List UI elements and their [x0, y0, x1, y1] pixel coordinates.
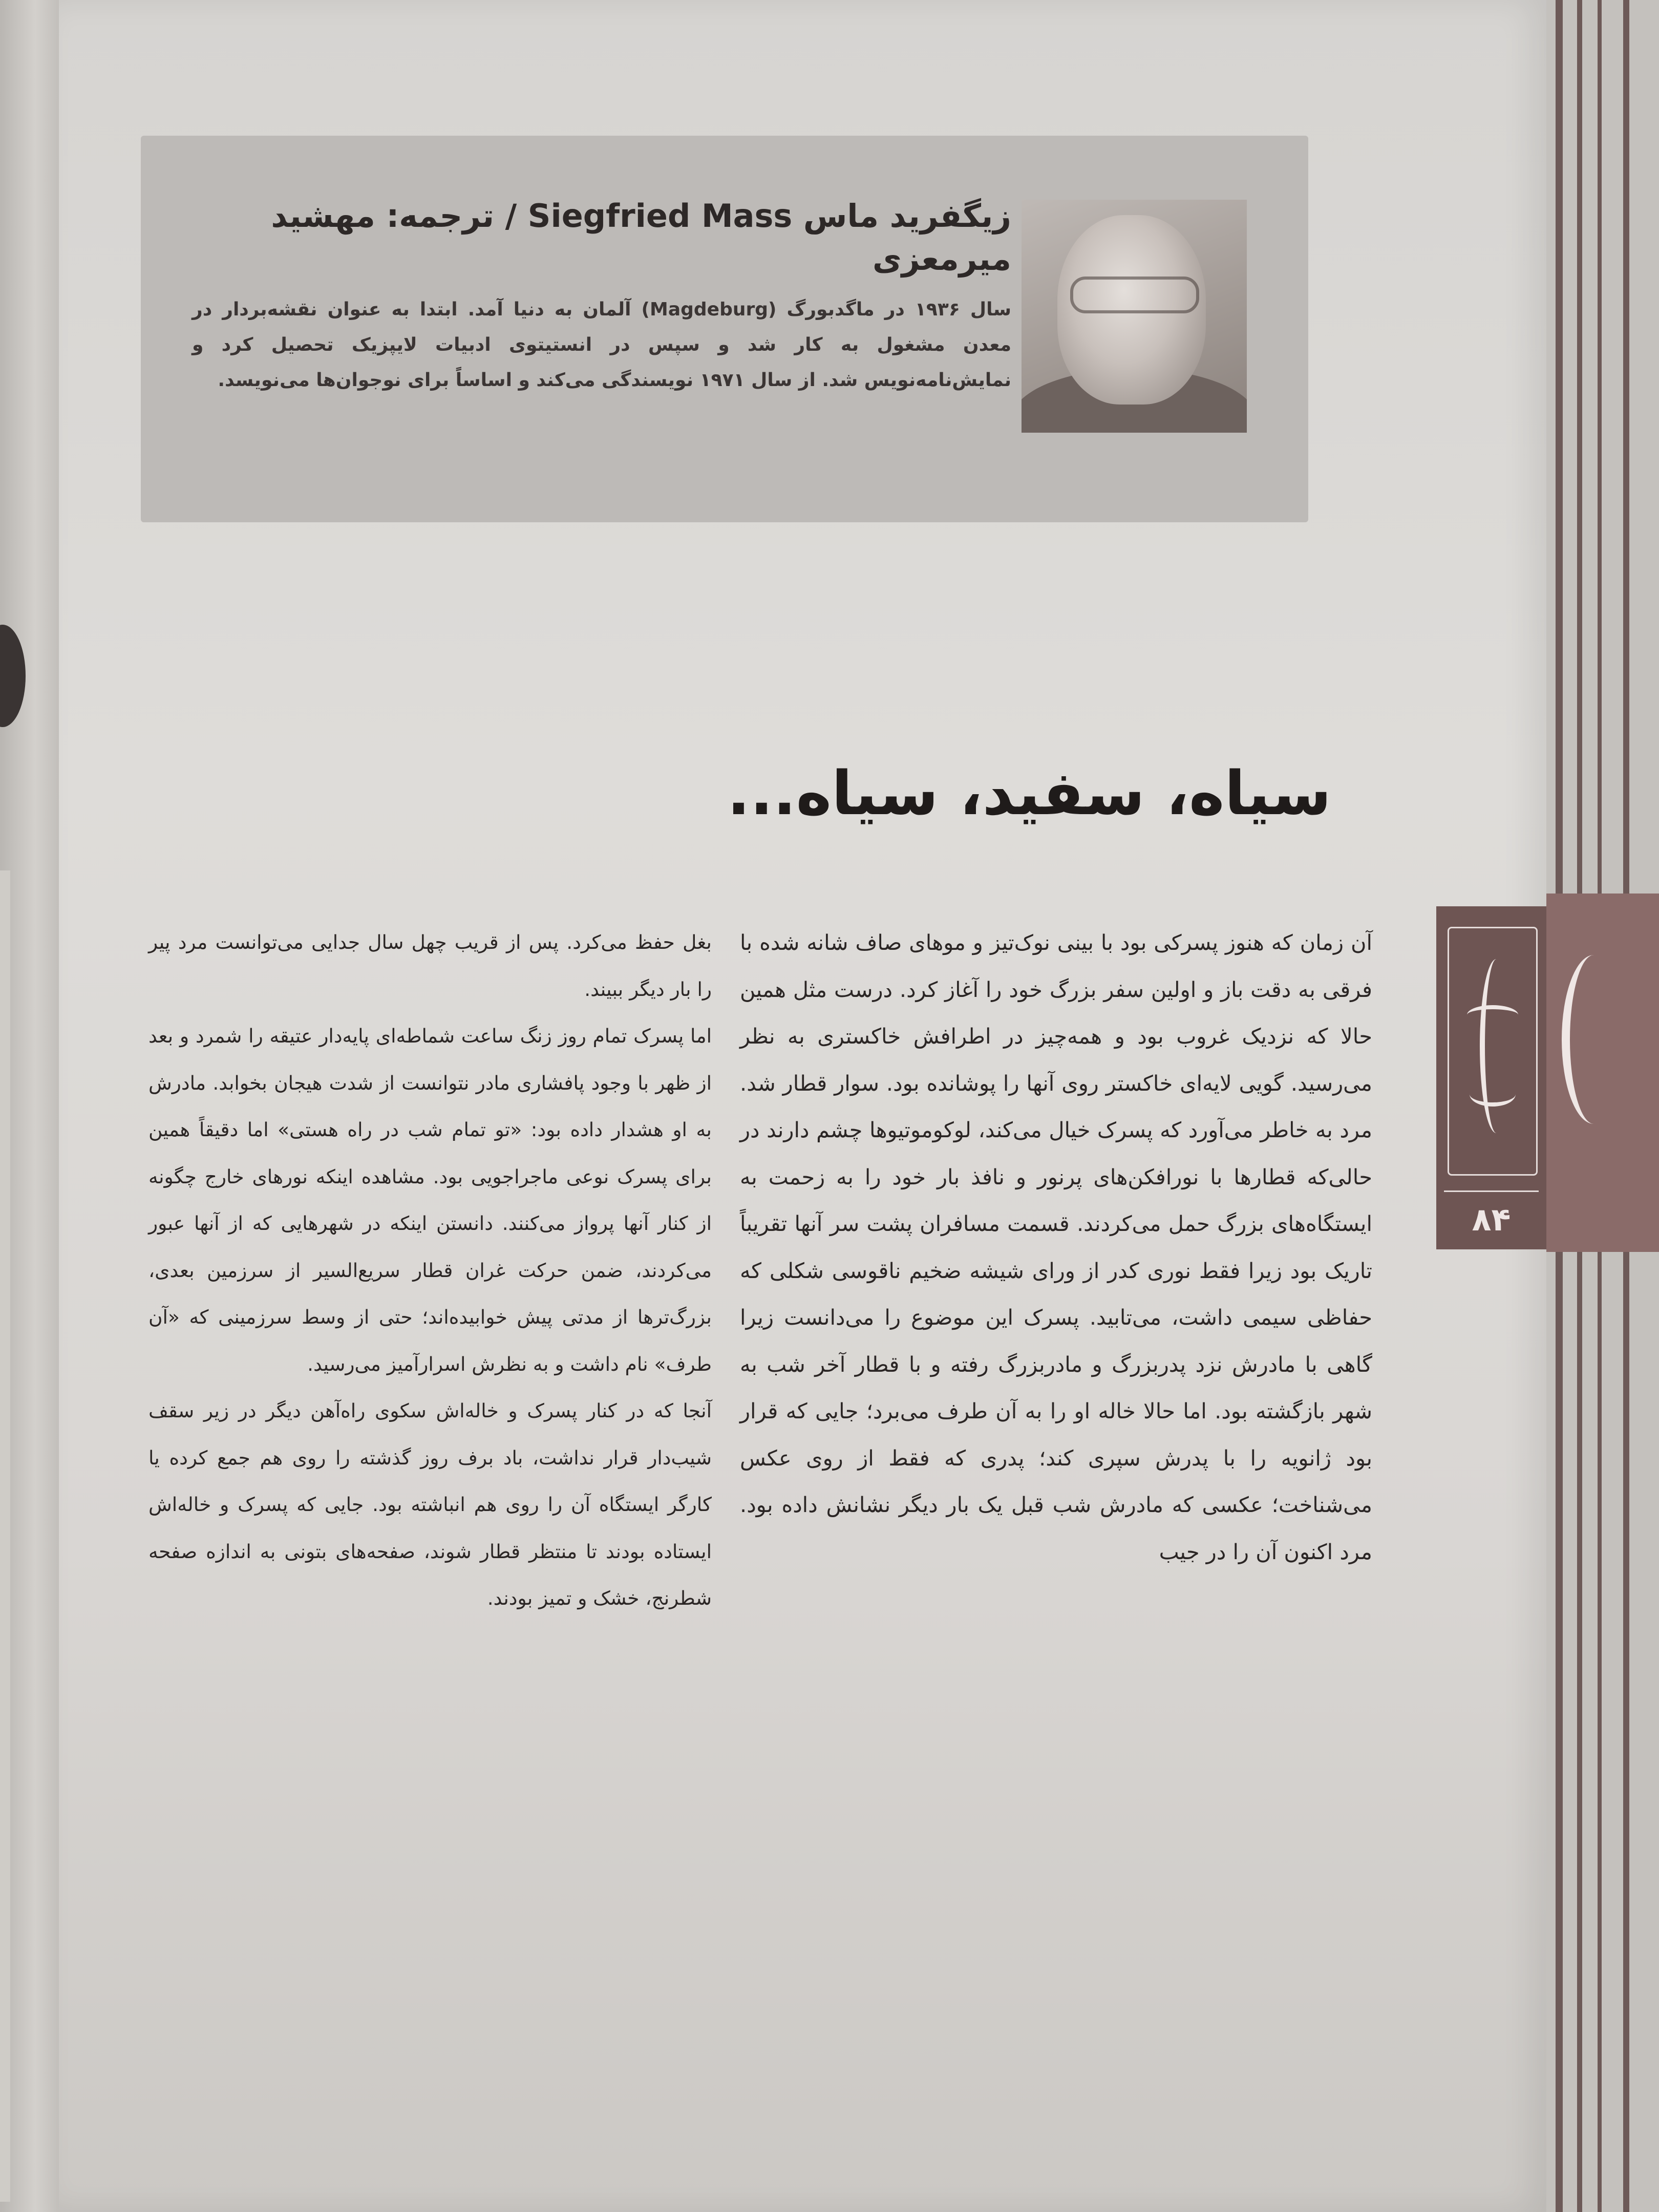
section-tab: [1436, 906, 1546, 1249]
next-page-tab: [1546, 894, 1659, 1252]
article-column-left: [148, 919, 712, 1622]
article-column-right: [740, 919, 1372, 1575]
page-number: ۸۴: [1472, 1201, 1511, 1238]
paragraph: آن زمان که هنوز پسرکی بود با بینی نوک‌تیز و موهای صاف شانه شده با فرقی به دقت باز و اولین سفر بزرگ خود را آغاز کرد. درست مثل همین حالا که نزدیک غروب بود و همه‌چیز در اطرافش خاکستری به نظر می‌رسید. گویی لایه‌ای خاکستر روی آنها را پوشانده بود. سوار قطار شد. مرد به خاطر می‌آورد که پسرک خیال می‌کند، لوکوموتیوها چشم دارند در حالی‌که قطارها با نورافکن‌های پرنور و نافذ بار خود را به زحمت به ایستگاه‌های بزرگ حمل می‌کردند. قسمت مسافران پشت سر آنها تقریباً تاریک بود زیرا فقط نوری کدر از ورای شیشه ضخیم ناقوسی شکلی که حفاظی سیمی داشت، می‌تابید. پسرک این موضوع را می‌دانست زیرا گاهی با مادرش نزد پدربزرگ و مادربزرگ رفته و با قطار آخر شب به شهر بازگشته بود. اما حالا خاله او را به آن طرف می‌برد؛ جایی که قرار بود ژانویه را با پدرش سپری کند؛ پدری که فقط از روی عکس می‌شناخت؛ عکسی که مادرش شب قبل یک بار دیگر نشانش داده بود. مرد اکنون آن را در جیب: [740, 930, 1372, 1564]
page-fold: [0, 870, 10, 2202]
story-title: سیاه، سفید، سیاه...: [727, 758, 1331, 828]
binding-clip: [0, 625, 26, 727]
author-portrait: [1022, 200, 1247, 433]
author-name: زیگفرید ماس Siegfried Mass / ترجمه: مهشید میرمعزی: [271, 197, 1011, 278]
paragraph: بغل حفظ می‌کرد. پس از قریب چهل سال جدایی می‌توانست مرد پیر را بار دیگر ببیند.: [148, 931, 712, 1001]
previous-page-edge: [0, 0, 59, 2212]
section-logo-icon: [1562, 955, 1626, 1124]
divider: [1444, 1190, 1539, 1192]
paragraph: آنجا که در کنار پسرک و خاله‌اش سکوی راه‌آهن دیگر در زیر سقف شیب‌دار قرار نداشت، باد برف روز گذشته را روی هم جمع کرده یا کارگر ایستگاه آن را روی هم انباشته بود. جایی که پسرک و خاله‌اش ایستاده بودند تا منتظر قطار شوند، صفحه‌های بتونی به اندازه صفحه شطرنج، خشک و تمیز بودند.: [148, 1399, 712, 1609]
author-info-box: [141, 136, 1308, 522]
section-logo-icon: [1448, 927, 1538, 1176]
paragraph: اما پسرک تمام روز زنگ ساعت شماطه‌ای پایه‌دار عتیقه را شمرد و بعد از ظهر با وجود پافشاری مادر نتوانست از شدت هیجان بخوابد. مادرش به او هشدار داده بود: «تو تمام شب در راه هستی» اما دقیقاً همین برای پسرک نوعی ماجراجویی بود. مشاهده اینکه نورهای خارج چگونه از کنار آنها پرواز می‌کنند. دانستن اینکه در شهرهایی که از آنها عبور می‌کردند، ضمن حرکت غران قطار سریع‌السیر از سرزمین بعدی، بزرگ‌ترها از مدتی پیش خوابیده‌اند؛ حتی از وسط سرزمینی که «آن طرف» نام داشت و به نظرش اسرارآمیز می‌رسید.: [148, 1025, 712, 1375]
author-bio: سال ۱۹۳۶ در ماگدبورگ (Magdeburg) آلمان به دنیا آمد. ابتدا به عنوان نقشه‌بردار در معدن مشغول به کار شد و سپس در انستیتوی ادبیات لایپزیک تحصیل کرد و نمایش‌نامه‌نویس شد. از سال ۱۹۷۱ نویسندگی می‌کند و اساساً برای نوجوان‌ها می‌نویسد.: [192, 299, 1011, 391]
